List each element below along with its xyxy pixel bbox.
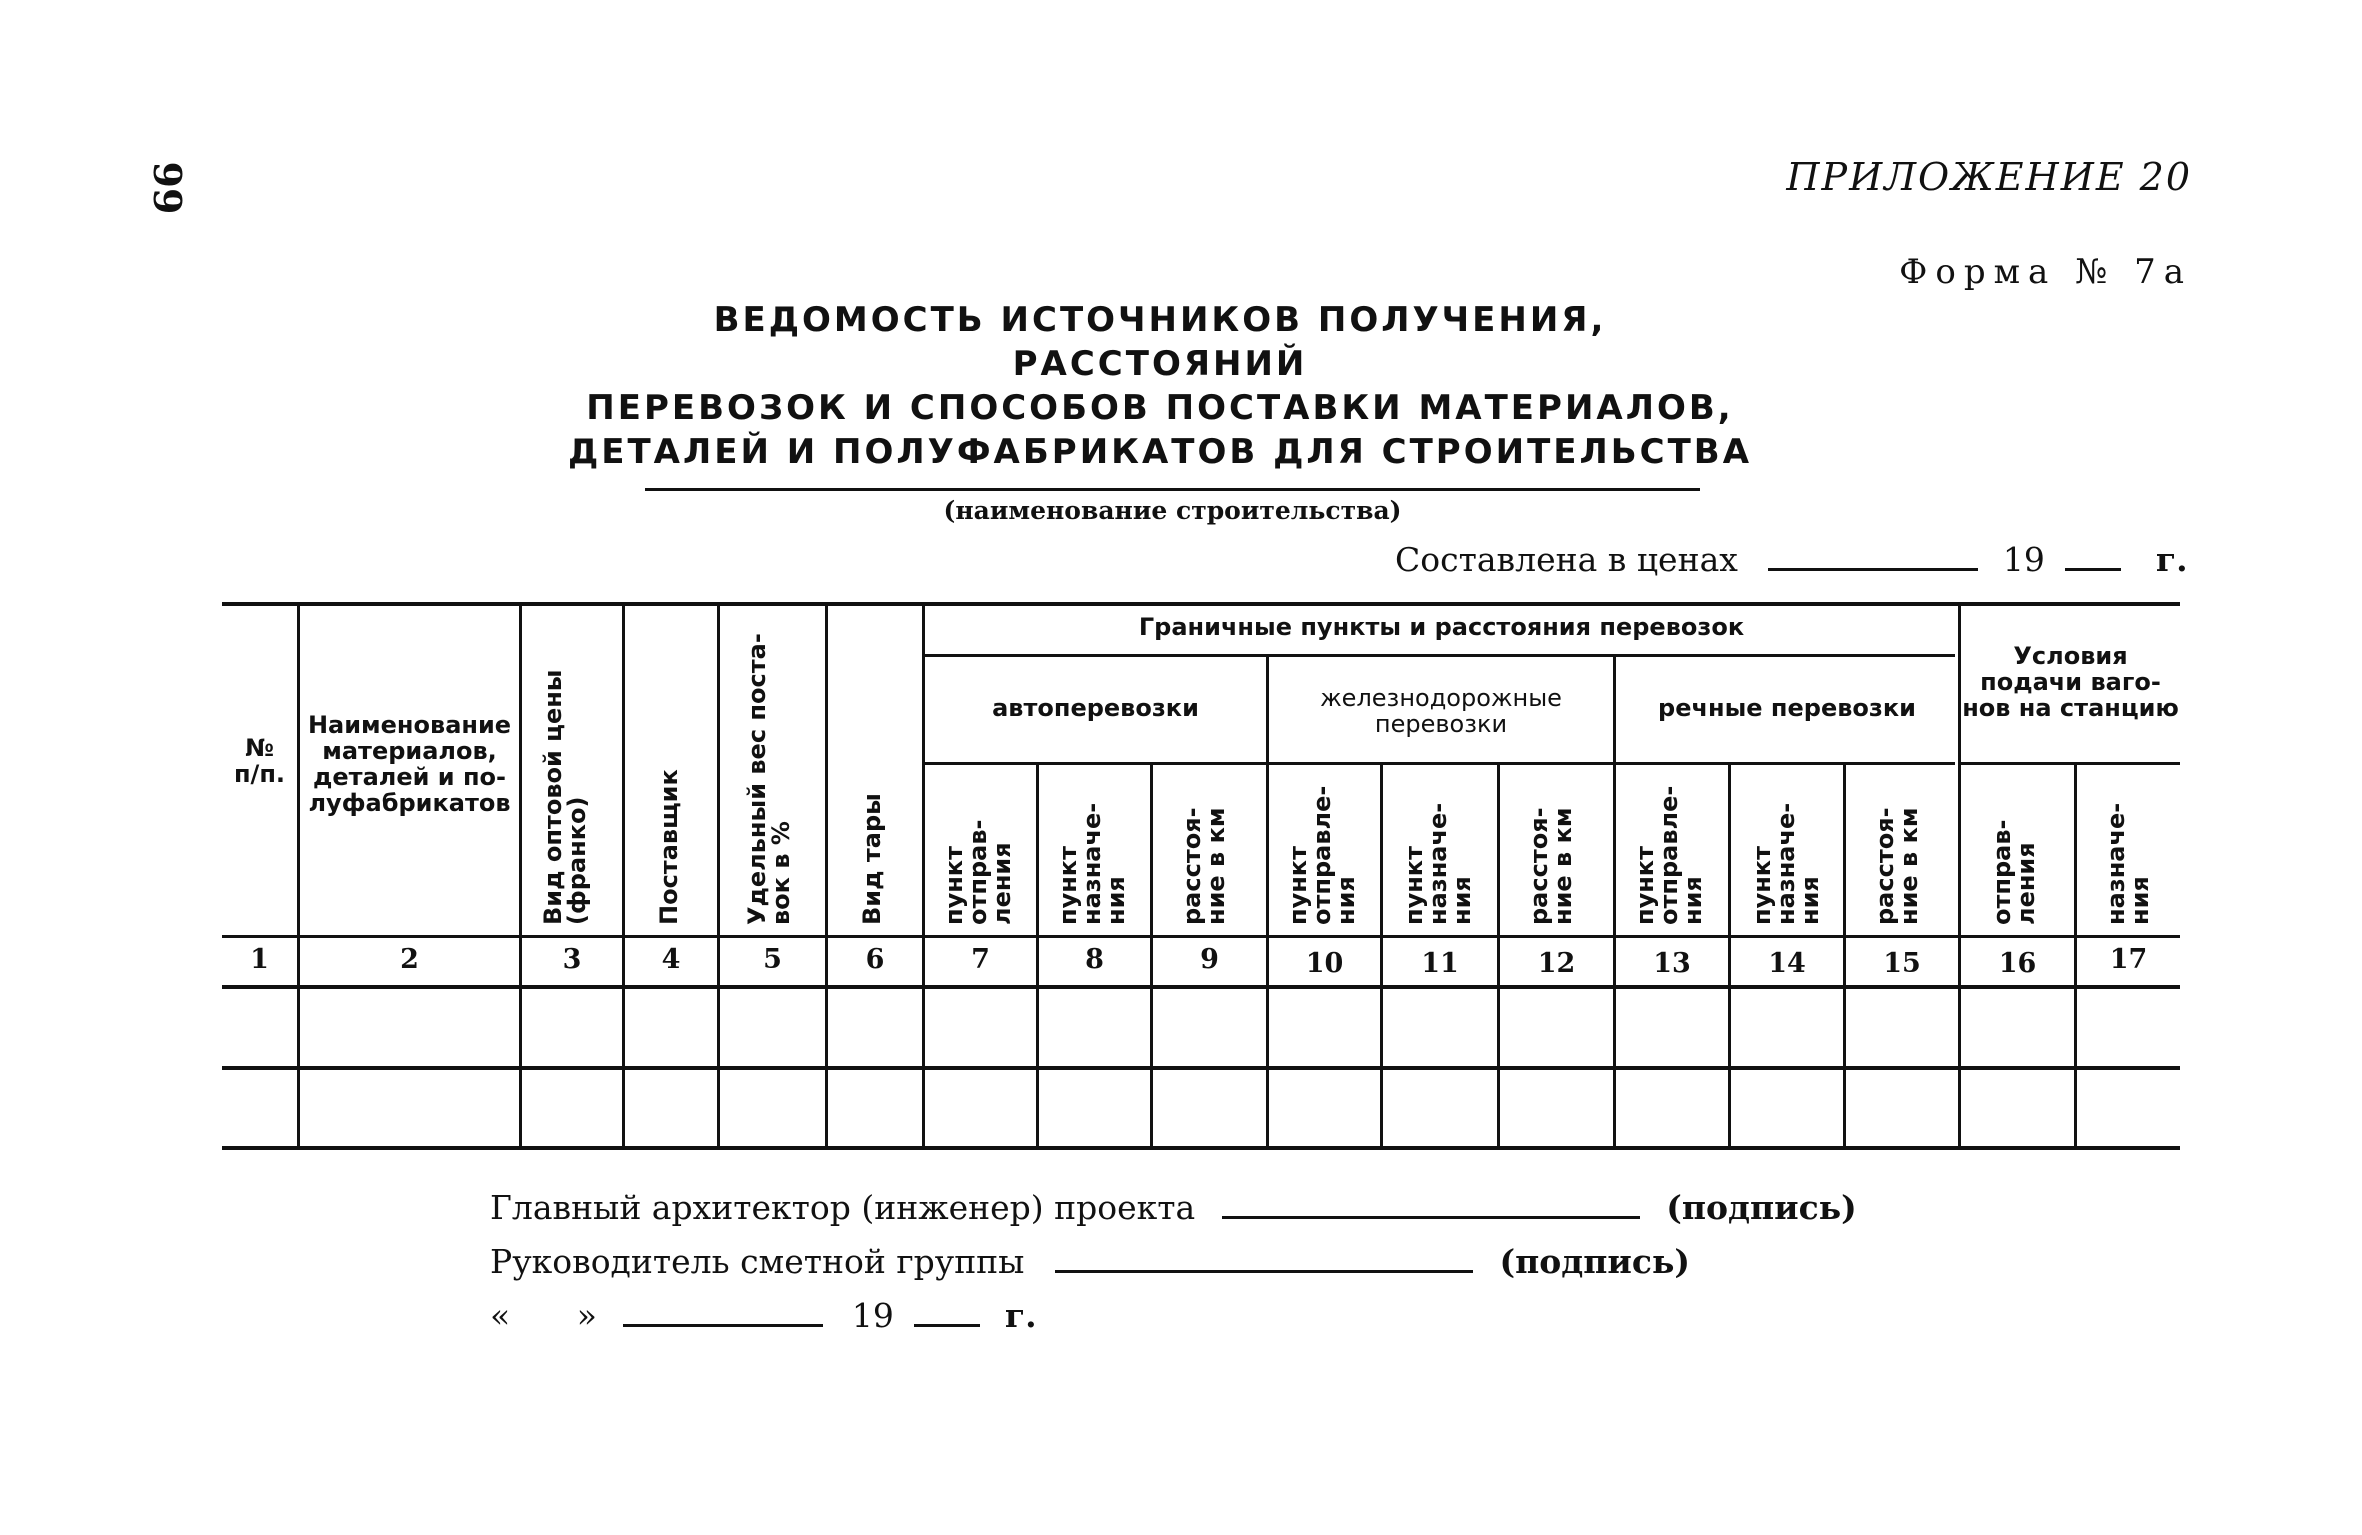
page-number: 99	[145, 161, 190, 215]
header-auto-departure: пункт отправ- ления	[940, 819, 1016, 925]
header-rail-destination: пункт назначе- ния	[1400, 802, 1476, 925]
title-line-1: ВЕДОМОСТЬ ИСТОЧНИКОВ ПОЛУЧЕНИЯ, РАССТОЯНИЙ	[713, 300, 1607, 384]
column-number: 3	[562, 944, 582, 975]
header-cell	[1180, 775, 1260, 925]
document-title	[560, 298, 1760, 474]
header-cell	[1633, 775, 1723, 925]
header-price-type: Вид оптовой цены (франко)	[539, 669, 591, 925]
header-price-type-cell	[541, 635, 621, 925]
prices-year-suffix: г.	[2155, 540, 2188, 579]
header-supplier: Поставщик	[655, 769, 683, 925]
date-field[interactable]	[623, 1324, 823, 1327]
col-divider	[922, 606, 925, 1146]
construction-name-field[interactable]	[645, 488, 1700, 491]
prices-field[interactable]	[1768, 568, 1978, 571]
form-number: Форма № 7а	[1899, 252, 2192, 292]
date-quote-close: »	[576, 1296, 597, 1335]
header-river-distance: расстоя- ние в км	[1871, 807, 1923, 925]
signature-label: (подпись)	[1499, 1242, 1690, 1281]
header-material-name: Наименование материалов, деталей и по- луфабрикатов	[307, 711, 512, 817]
header-cell	[1056, 775, 1146, 925]
date-quote-open: «	[490, 1296, 511, 1335]
column-number: 17	[2109, 944, 2148, 975]
estimate-head-label: Руководитель сметной группы	[490, 1242, 1025, 1281]
header-river-destination: пункт назначе- ния	[1748, 802, 1824, 925]
header-cell	[1286, 775, 1376, 925]
header-cell	[2104, 775, 2174, 925]
col-divider	[825, 606, 828, 1146]
header-rail-departure: пункт отправле- ния	[1284, 785, 1360, 925]
estimate-head-row	[490, 1242, 1690, 1281]
col-divider	[519, 606, 522, 1146]
header-cell	[1873, 775, 1953, 925]
estimate-head-field[interactable]	[1055, 1270, 1473, 1273]
column-number: 10	[1305, 948, 1344, 979]
subgroup-divider-line	[925, 762, 1955, 765]
prices-row	[1395, 540, 2188, 579]
header-river-transport: речные перевозки	[1658, 694, 1916, 722]
column-number: 4	[661, 944, 681, 975]
column-number: 14	[1768, 948, 1806, 979]
table-top-border	[222, 602, 2180, 606]
header-wagon-conditions: Условия подачи ваго- нов на станцию	[1962, 642, 2179, 722]
numbers-bottom-line	[222, 985, 2180, 989]
column-number: 12	[1537, 948, 1576, 979]
prices-year-field[interactable]	[2065, 568, 2121, 571]
header-wagon-departure: отправ- ления	[1988, 819, 2040, 925]
header-bottom-line	[222, 935, 2180, 938]
header-cell	[1402, 775, 1492, 925]
table-bottom-border	[222, 1146, 2180, 1150]
date-row	[490, 1296, 1037, 1335]
column-number: 13	[1653, 948, 1691, 979]
header-rail-transport: железнодорожные перевозки	[1320, 684, 1562, 738]
header-supplier-cell	[657, 635, 717, 925]
prices-year-prefix: 19	[2002, 540, 2045, 579]
title-line-2: ПЕРЕВОЗОК И СПОСОБОВ ПОСТАВКИ МАТЕРИАЛОВ,	[586, 388, 1734, 428]
column-number: 15	[1883, 948, 1921, 979]
header-river-departure: пункт отправле- ния	[1631, 785, 1707, 925]
construction-caption: (наименование строительства)	[943, 496, 1402, 525]
column-number: 5	[763, 944, 782, 975]
column-number: 8	[1085, 944, 1104, 975]
col-divider	[1613, 657, 1616, 1146]
header-rail-distance: расстоя- ние в км	[1525, 807, 1577, 925]
header-row-number: № п/п.	[233, 734, 286, 788]
header-border-points: Граничные пункты и расстояния перевозок	[1138, 613, 1745, 641]
signature-label: (подпись)	[1666, 1188, 1857, 1227]
header-auto-transport: автоперевозки	[992, 694, 1199, 722]
column-number: 11	[1421, 948, 1459, 979]
col-divider	[297, 606, 300, 1146]
header-supply-share: Удельный вес поста- вок в %	[743, 633, 795, 925]
header-cell	[942, 775, 1032, 925]
column-number: 6	[865, 944, 885, 975]
header-container-type: Вид тары	[858, 793, 886, 925]
date-year-field[interactable]	[914, 1324, 980, 1327]
column-number: 2	[400, 944, 419, 975]
col-divider	[622, 606, 625, 1146]
row-divider-line	[222, 1066, 2180, 1070]
prices-label: Составлена в ценах	[1395, 540, 1738, 579]
chief-architect-label: Главный архитектор (инженер) проекта	[490, 1188, 1196, 1227]
column-number: 16	[1998, 948, 2037, 979]
header-share-cell	[745, 635, 825, 925]
date-year-suffix: г.	[1004, 1296, 1037, 1335]
header-cell	[1750, 775, 1840, 925]
header-cell	[1527, 775, 1607, 925]
header-container-cell	[860, 635, 920, 925]
appendix-label: ПРИЛОЖЕНИЕ 20	[1786, 155, 2192, 199]
group-divider-line	[925, 654, 1955, 657]
column-number: 7	[971, 944, 990, 975]
wagons-divider-line	[1960, 762, 2180, 765]
header-auto-destination: пункт назначе- ния	[1054, 802, 1130, 925]
column-number: 1	[250, 944, 269, 975]
col-divider	[717, 606, 720, 1146]
header-auto-distance: расстоя- ние в км	[1178, 807, 1230, 925]
column-number: 9	[1200, 944, 1219, 975]
date-year-prefix: 19	[851, 1296, 894, 1335]
header-wagon-destination: назначе- ния	[2102, 802, 2154, 925]
chief-architect-field[interactable]	[1222, 1216, 1640, 1219]
chief-architect-row	[490, 1188, 1857, 1227]
title-line-3: ДЕТАЛЕЙ И ПОЛУФАБРИКАТОВ ДЛЯ СТРОИТЕЛЬСТВА	[567, 432, 1753, 472]
header-cell	[1990, 775, 2070, 925]
